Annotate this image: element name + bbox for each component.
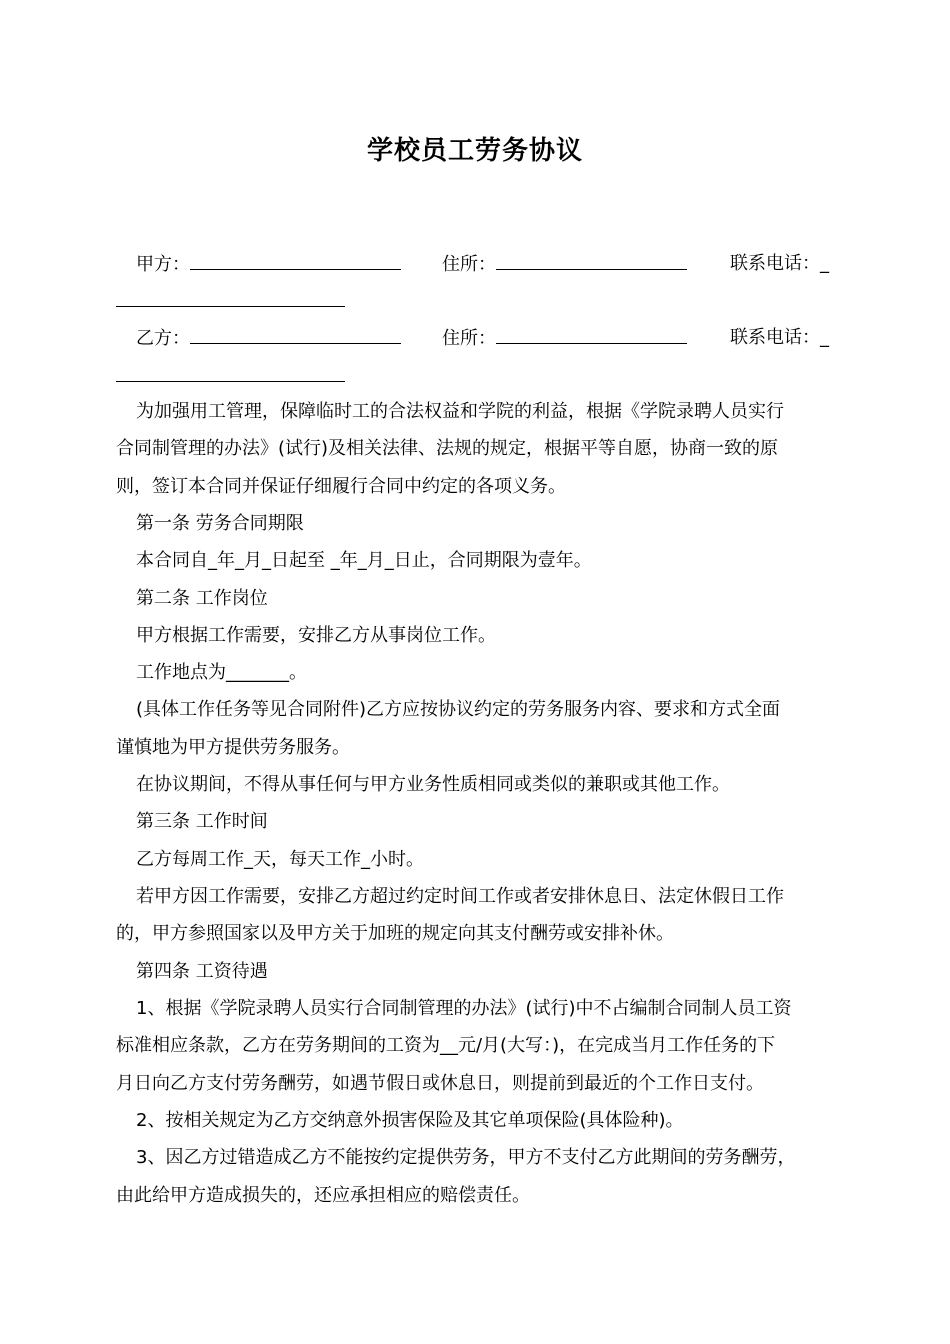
- party-b-phone-label: 联系电话：_: [730, 327, 829, 348]
- article2-paragraph: 甲方根据工作需要，安排乙方从事岗位工作。: [136, 625, 496, 646]
- party-a-phone-field: [730, 249, 829, 279]
- article3-heading: 第三条 工作时间: [136, 811, 268, 832]
- document-title: 学校员工劳务协议: [366, 136, 583, 166]
- article3-paragraph: 乙方每周工作_天，每天工作_小时。: [136, 849, 424, 870]
- article4-item: 月日向乙方支付劳务酬劳，如遇节假日或休息日，则提前到最近的个工作日支付。: [116, 1073, 764, 1094]
- party-a-phone-blank: [116, 306, 345, 307]
- party-b-phone-field: [730, 323, 829, 353]
- party-b-address-field: [442, 323, 687, 354]
- party-a-address-label: 住所：: [442, 254, 496, 275]
- article1-heading: 第一条 劳务合同期限: [136, 513, 304, 534]
- party-b-address-label: 住所：: [442, 328, 496, 349]
- article2-paragraph: 在协议期间，不得从事任何与甲方业务性质相同或类似的兼职或其他工作。: [136, 774, 730, 795]
- article2-paragraph: (具体工作任务等见合同附件)乙方应按协议约定的劳务服务内容、要求和方式全面: [136, 699, 781, 720]
- preamble-line: 合同制管理的办法》(试行)及相关法律、法规的规定，根据平等自愿，协商一致的原: [116, 438, 779, 459]
- party-a-label: 甲方：: [136, 254, 190, 275]
- article2-paragraph: 工作地点为_______。: [136, 662, 307, 683]
- party-b-blank: [190, 323, 401, 344]
- party-a-field: [136, 249, 401, 280]
- article3-paragraph: 的，甲方参照国家以及甲方关于加班的规定向其支付酬劳或安排补休。: [116, 923, 674, 944]
- article4-item: 由此给甲方造成损失的，还应承担相应的赔偿责任。: [116, 1185, 530, 1206]
- preamble-line: 则，签订本合同并保证仔细履行合同中约定的各项义务。: [116, 476, 566, 497]
- article1-text: 本合同自_年_月_日起至 _年_月_日止，合同期限为壹年。: [136, 550, 592, 571]
- party-a-address-blank: [496, 249, 687, 270]
- article2-paragraph: 谨慎地为甲方提供劳务服务。: [116, 737, 350, 758]
- party-b-phone-blank: [116, 381, 345, 382]
- party-a-address-field: [442, 249, 687, 280]
- article4-item: 1、根据《学院录聘人员实行合同制管理的办法》(试行)中不占编制合同制人员工资: [136, 998, 792, 1019]
- party-a-blank: [190, 249, 401, 270]
- party-b-field: [136, 323, 401, 354]
- article3-paragraph: 若甲方因工作需要，安排乙方超过约定时间工作或者安排休息日、法定休假日工作: [136, 886, 784, 907]
- article4-item: 2、按相关规定为乙方交纳意外损害保险及其它单项保险(具体险种)。: [136, 1110, 684, 1131]
- article2-heading: 第二条 工作岗位: [136, 588, 268, 609]
- article4-item: 3、因乙方过错造成乙方不能按约定提供劳务，甲方不支付乙方此期间的劳务酬劳，: [136, 1147, 796, 1168]
- party-a-phone-label: 联系电话：_: [730, 253, 829, 274]
- article4-item: 标准相应条款，乙方在劳务期间的工资为__元/月(大写：)，在完成当月工作任务的下: [116, 1035, 776, 1056]
- party-b-address-blank: [496, 323, 687, 344]
- party-b-label: 乙方：: [136, 328, 190, 349]
- article4-heading: 第四条 工资待遇: [136, 961, 268, 982]
- preamble-line: 为加强用工管理，保障临时工的合法权益和学院的利益，根据《学院录聘人员实行: [136, 401, 784, 422]
